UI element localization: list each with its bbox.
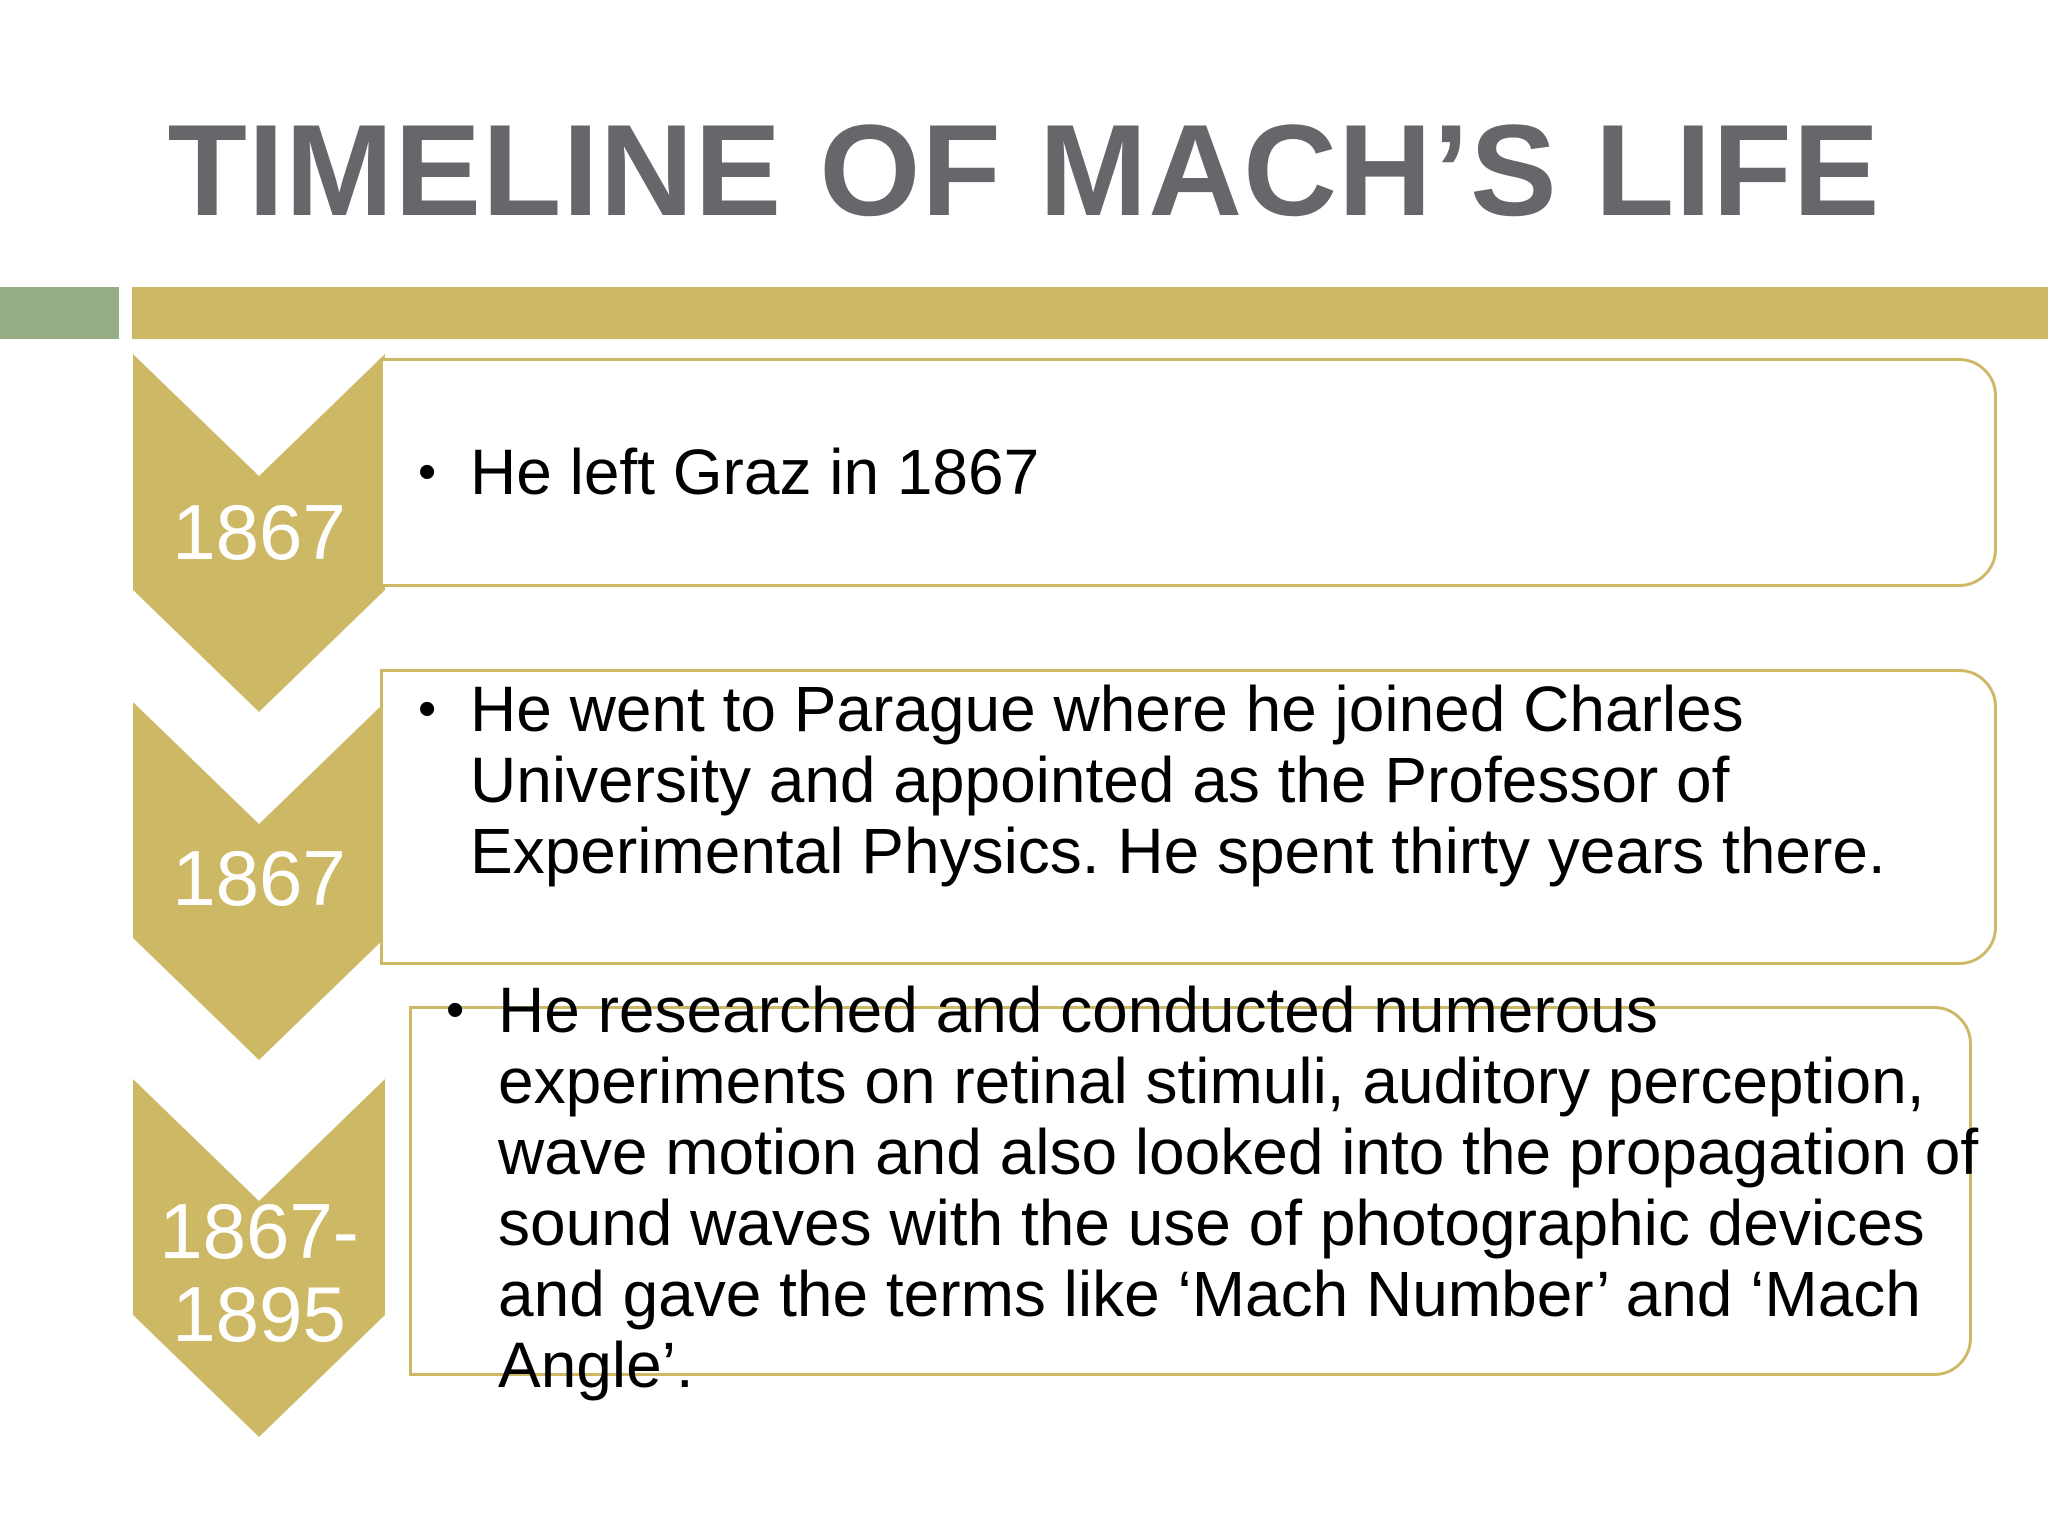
title-underline-bar-gold	[132, 287, 2048, 339]
timeline-entry-text-3	[446, 975, 2018, 1401]
timeline-year-1: 1867	[172, 488, 346, 576]
timeline-year-3-start: 1867-	[159, 1187, 359, 1275]
bullet-icon: •	[418, 443, 437, 501]
timeline-year-2: 1867	[172, 834, 346, 922]
bullet-icon: •	[446, 981, 465, 1039]
slide-title: TIMELINE OF MACH’S LIFE	[167, 97, 1881, 243]
timeline-year-3-end: 1895	[172, 1270, 346, 1358]
title-underline-accent-green	[0, 287, 119, 339]
timeline-entry-3-body: He researched and conducted numerous experiments on retinal stimuli, auditory perception, wave motion and also looked into the propagation of sound waves with the use of photographic devices and gave the terms like ‘Mach Number’ and ‘Mach Angle’.	[498, 974, 1979, 1402]
timeline-entry-1-body: He left Graz in 1867	[470, 436, 1040, 509]
timeline-entry-text-1	[418, 437, 1970, 508]
bullet-icon: •	[418, 680, 437, 738]
timeline-entry-2-body: He went to Parague where he joined Charles University and appointed as the Professor of Experimental Physics. He spent thirty years there.	[470, 673, 1886, 888]
timeline-entry-text-2	[418, 674, 1950, 887]
